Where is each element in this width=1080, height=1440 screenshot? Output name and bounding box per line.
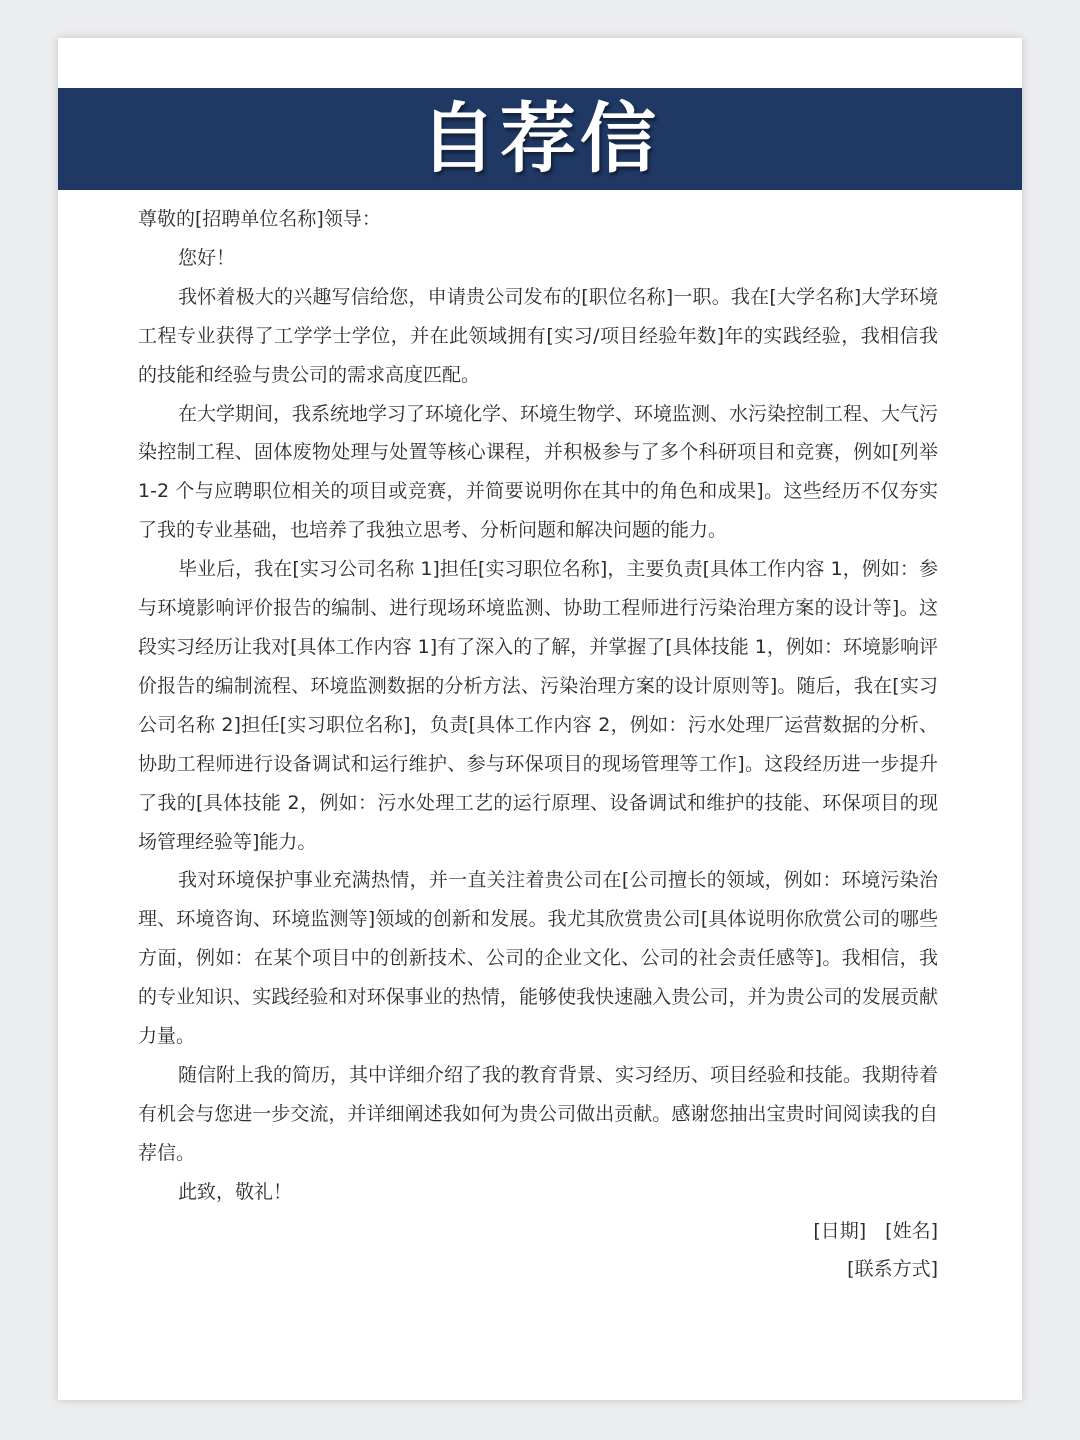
greeting: 您好！ [178,246,236,269]
paragraph-motivation: 我对环境保护事业充满热情，并一直关注着贵公司在[公司擅长的领域，例如：环境污染治理、环境咨询、环境监测等]领域的创新和发展。我尤其欣赏贵公司[具体说明你欣赏公司的哪些方面，例如：在某个项目中的创新技术、公司的企业文化、公司的社会责任感等]。我相信，我的专业知识、实践经验和对环保事业的热情，能够使我快速融入贵公司，并为贵公司的发展贡献力量。 [138,869,938,1048]
letter-page [58,38,1022,1400]
paragraph-closing-remarks: 随信附上我的简历，其中详细介绍了我的教育背景、实习经历、项目经验和技能。我期待着有机会与您进一步交流，并详细阐述我如何为贵公司做出贡献。感谢您抽出宝贵时间阅读我的自荐信。 [138,1063,939,1164]
letter-body [138,200,938,1289]
paragraph-internship: 毕业后，我在[实习公司名称 1]担任[实习职位名称]，主要负责[具体工作内容 1，例如：参与环境影响评价报告的编制、进行现场环境监测、协助工程师进行污染治理方案的设计等]。这段实习经历让我对[具体工作内容 1]有了深入的了解，并掌握了[具体技能 1，例如：环境影响评价报告的编制流程、环境监测数据的分析方法、污染治理方案的设计原则等]。随后，我在[实习公司名称 2]担任[实习职位名称]，负责[具体工作内容 2，例如：污水处理厂运营数据的分析、协助工程师进行设备调试和运行维护、参与环保项目的现场管理等工作]。这段经历进一步提升了我的[具体技能 2，例如：污水处理工艺的运行原理、设备调试和维护的技能、环保项目的现场管理经验等]能力。 [138,558,938,853]
paragraph-application: 我怀着极大的兴趣写信给您，申请贵公司发布的[职位名称]一职。我在[大学名称]大学环境工程专业获得了工学学士学位，并在此领域拥有[实习/项目经验年数]年的实践经验，我相信我的技能和经验与贵公司的需求高度匹配。 [138,285,938,386]
title-banner [58,88,1022,190]
signature-line: [日期] [姓名] [813,1219,938,1242]
page-title: 自荐信 [420,94,660,183]
contact-line: [联系方式] [847,1258,938,1281]
salutation: 尊敬的[招聘单位名称]领导： [138,208,381,230]
closing: 此致，敬礼！ [178,1180,293,1203]
paragraph-education: 在大学期间，我系统地学习了环境化学、环境生物学、环境监测、水污染控制工程、大气污染控制工程、固体废物处理与处置等核心课程，并积极参与了多个科研项目和竞赛，例如[列举 1-2 个与应聘职位相关的项目或竞赛，并简要说明你在其中的角色和成果]。这些经历不仅夯实了我的专业基础，也培养了我独立思考、分析问题和解决问题的能力。 [138,402,939,542]
